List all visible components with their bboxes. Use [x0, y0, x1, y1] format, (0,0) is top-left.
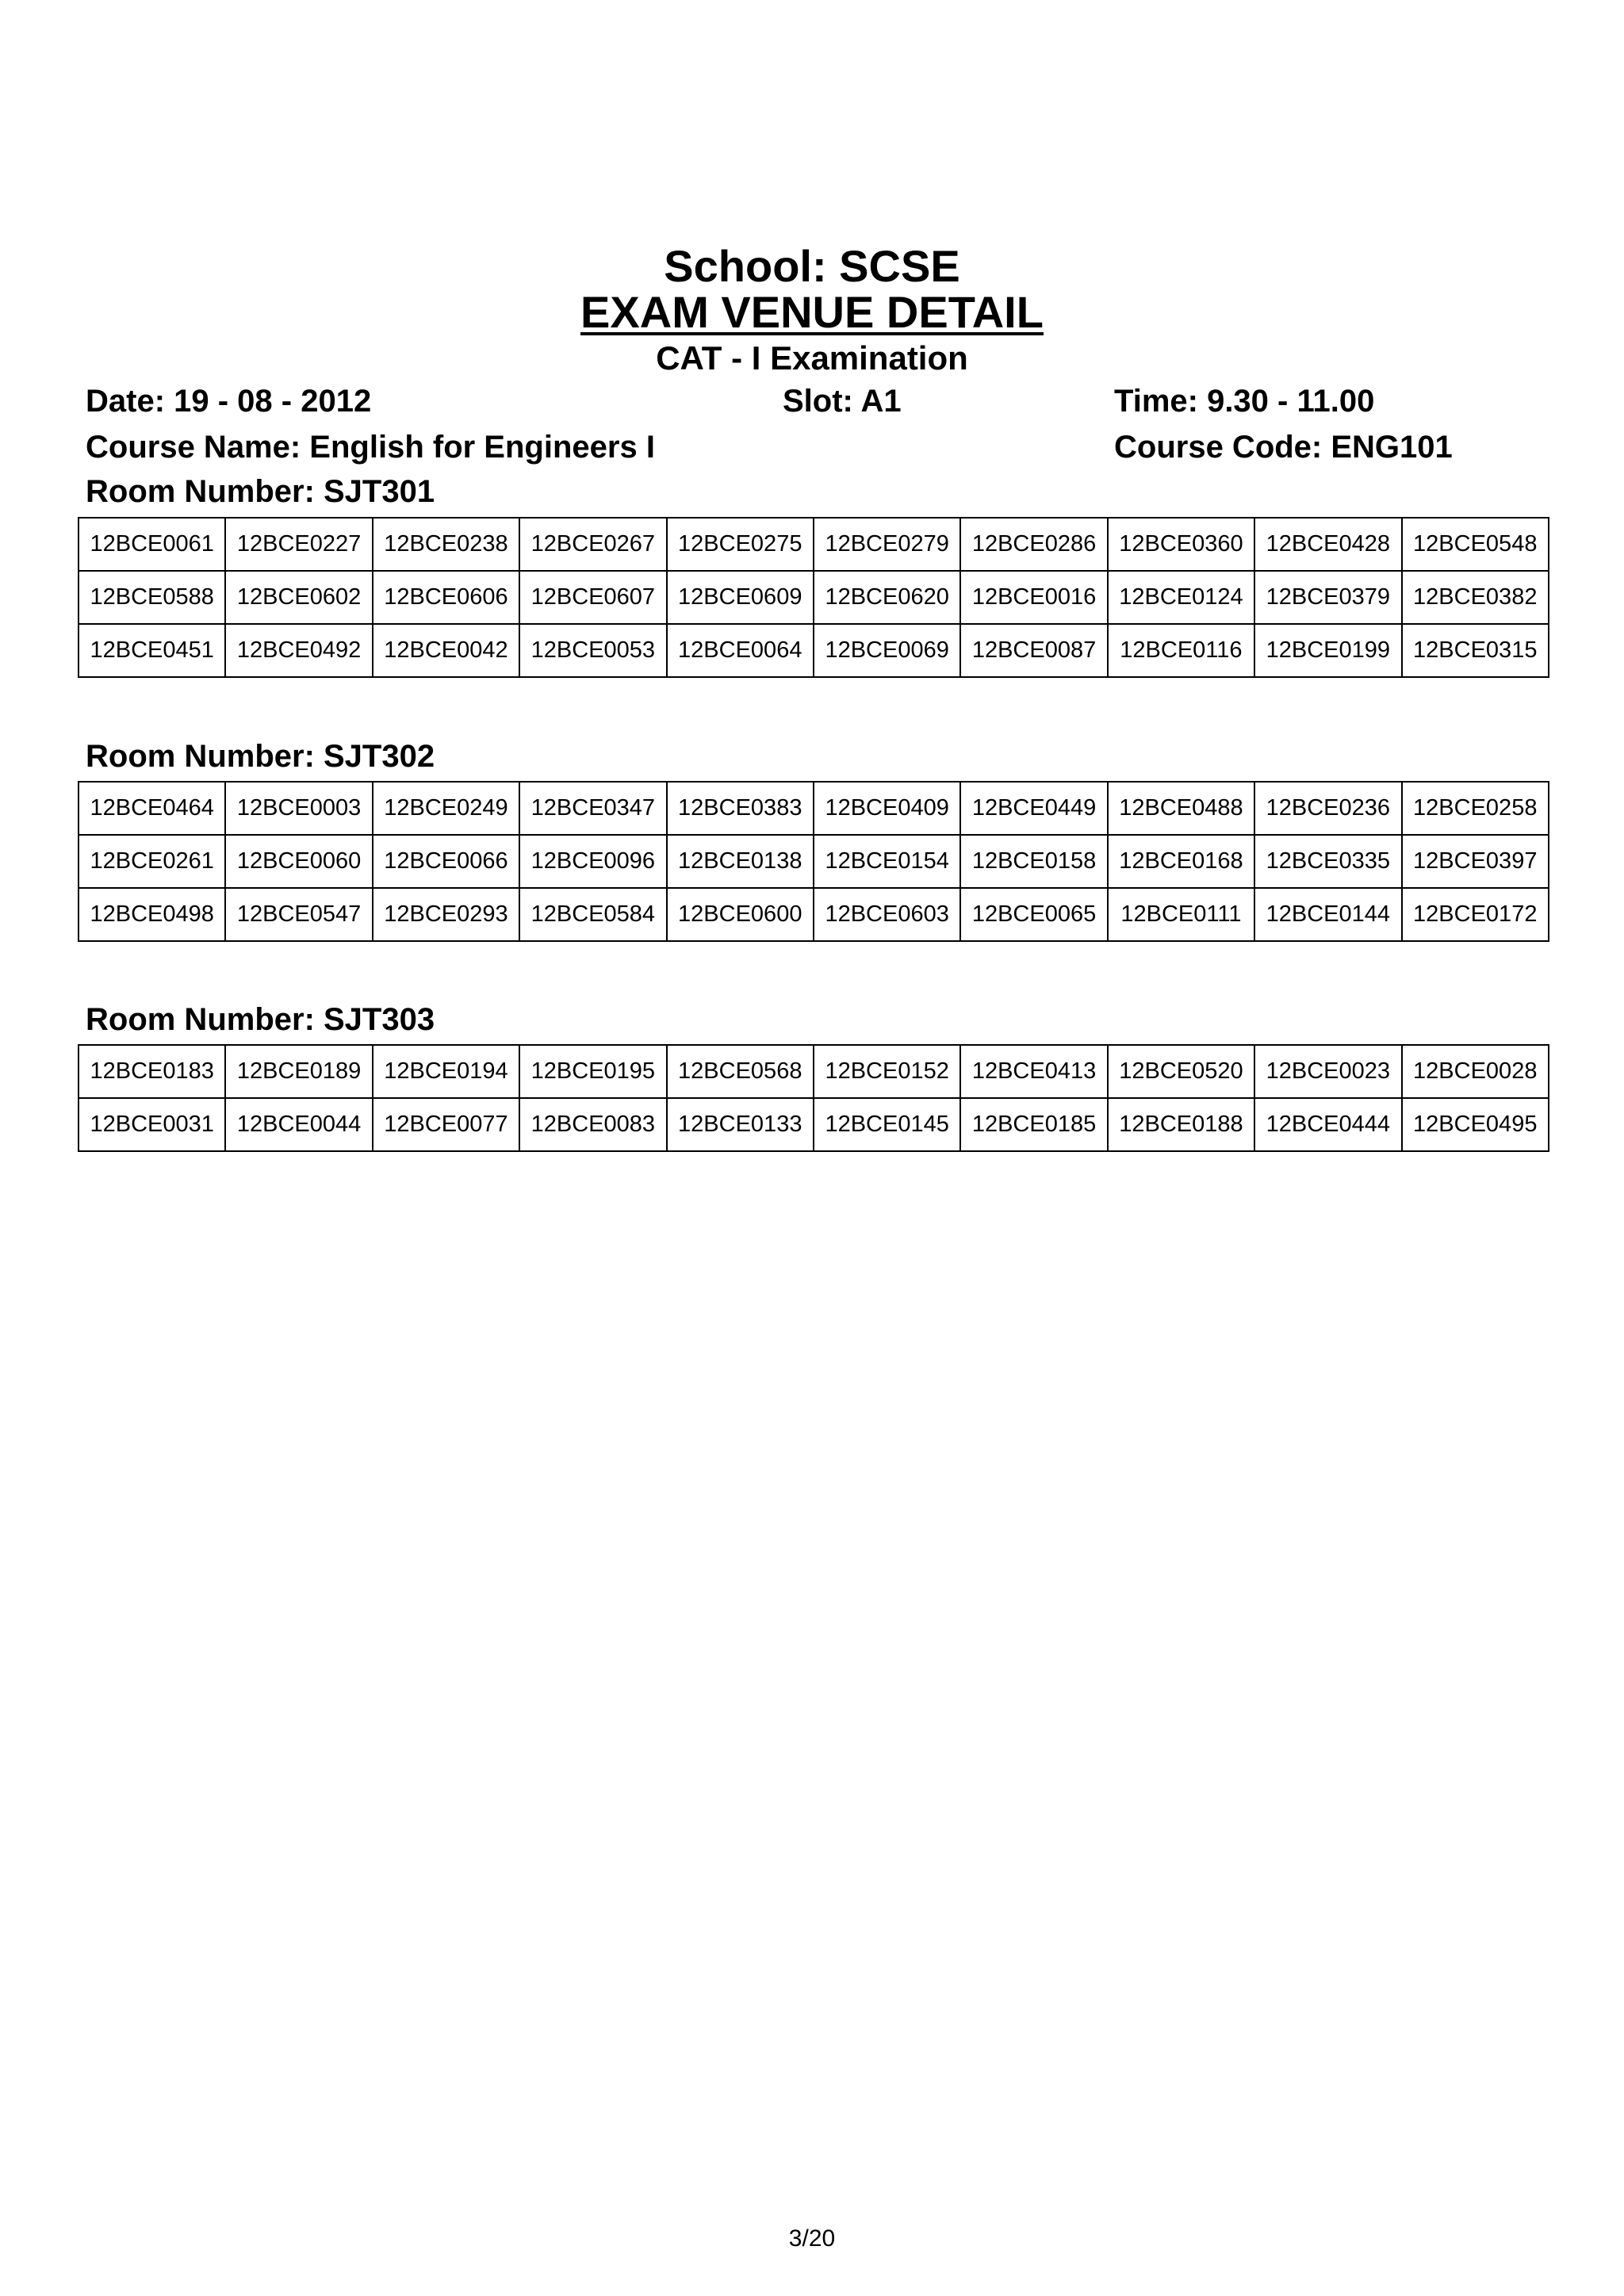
table-row — [79, 782, 1549, 835]
registration-number-cell: 12BCE0603 — [814, 888, 960, 941]
registration-number-cell: 12BCE0189 — [225, 1045, 372, 1098]
exam-name: CAT - I Examination — [656, 339, 968, 377]
registration-number-cell: 12BCE0267 — [519, 518, 666, 571]
registration-number-cell: 12BCE0444 — [1254, 1098, 1401, 1151]
registration-number-cell: 12BCE0413 — [960, 1045, 1107, 1098]
registration-number-cell: 12BCE0154 — [814, 835, 960, 888]
registration-number-cell: 12BCE0060 — [225, 835, 372, 888]
registration-number-cell: 12BCE0293 — [373, 888, 519, 941]
registration-number-cell: 12BCE0609 — [667, 571, 814, 624]
registration-number-cell: 12BCE0449 — [960, 782, 1107, 835]
registration-number-cell: 12BCE0061 — [79, 518, 225, 571]
registration-number-cell: 12BCE0096 — [519, 835, 666, 888]
registration-number-cell: 12BCE0133 — [667, 1098, 814, 1151]
table-row — [79, 1098, 1549, 1151]
registration-number-cell: 12BCE0607 — [519, 571, 666, 624]
registration-number-cell: 12BCE0547 — [225, 888, 372, 941]
registration-number-cell: 12BCE0347 — [519, 782, 666, 835]
registration-number-cell: 12BCE0249 — [373, 782, 519, 835]
registration-number-cell: 12BCE0584 — [519, 888, 666, 941]
school-heading: School: SCSE — [664, 241, 960, 291]
registration-number-cell: 12BCE0069 — [814, 624, 960, 677]
registration-number-cell: 12BCE0195 — [519, 1045, 666, 1098]
registration-number-cell: 12BCE0116 — [1108, 624, 1254, 677]
room-register-table — [78, 781, 1549, 942]
registration-number-cell: 12BCE0397 — [1402, 835, 1549, 888]
registration-number-cell: 12BCE0168 — [1108, 835, 1254, 888]
exam-date: Date: 19 - 08 - 2012 — [86, 384, 372, 419]
room-heading: Room Number: SJT301 — [86, 474, 435, 509]
registration-number-cell: 12BCE0144 — [1254, 888, 1401, 941]
registration-number-cell: 12BCE0238 — [373, 518, 519, 571]
registration-number-cell: 12BCE0003 — [225, 782, 372, 835]
registration-number-cell: 12BCE0124 — [1108, 571, 1254, 624]
registration-number-cell: 12BCE0023 — [1254, 1045, 1401, 1098]
registration-number-cell: 12BCE0275 — [667, 518, 814, 571]
registration-number-cell: 12BCE0606 — [373, 571, 519, 624]
registration-number-cell: 12BCE0194 — [373, 1045, 519, 1098]
registration-number-cell: 12BCE0087 — [960, 624, 1107, 677]
registration-number-cell: 12BCE0382 — [1402, 571, 1549, 624]
registration-number-cell: 12BCE0172 — [1402, 888, 1549, 941]
table-row — [79, 888, 1549, 941]
table-row — [79, 1045, 1549, 1098]
room-register-table — [78, 1044, 1549, 1152]
registration-number-cell: 12BCE0495 — [1402, 1098, 1549, 1151]
registration-number-cell: 12BCE0258 — [1402, 782, 1549, 835]
exam-slot: Slot: A1 — [783, 384, 902, 419]
document-title: EXAM VENUE DETAIL — [580, 287, 1044, 337]
registration-number-cell: 12BCE0428 — [1254, 518, 1401, 571]
registration-number-cell: 12BCE0066 — [373, 835, 519, 888]
registration-number-cell: 12BCE0286 — [960, 518, 1107, 571]
registration-number-cell: 12BCE0620 — [814, 571, 960, 624]
registration-number-cell: 12BCE0568 — [667, 1045, 814, 1098]
room-heading: Room Number: SJT303 — [86, 1002, 435, 1037]
registration-number-cell: 12BCE0600 — [667, 888, 814, 941]
registration-number-cell: 12BCE0383 — [667, 782, 814, 835]
registration-number-cell: 12BCE0188 — [1108, 1098, 1254, 1151]
registration-number-cell: 12BCE0031 — [79, 1098, 225, 1151]
registration-number-cell: 12BCE0064 — [667, 624, 814, 677]
table-row — [79, 835, 1549, 888]
registration-number-cell: 12BCE0083 — [519, 1098, 666, 1151]
page-number: 3/20 — [788, 2225, 836, 2252]
registration-number-cell: 12BCE0158 — [960, 835, 1107, 888]
registration-number-cell: 12BCE0360 — [1108, 518, 1254, 571]
registration-number-cell: 12BCE0077 — [373, 1098, 519, 1151]
registration-number-cell: 12BCE0335 — [1254, 835, 1401, 888]
registration-number-cell: 12BCE0279 — [814, 518, 960, 571]
registration-number-cell: 12BCE0042 — [373, 624, 519, 677]
registration-number-cell: 12BCE0588 — [79, 571, 225, 624]
registration-number-cell: 12BCE0488 — [1108, 782, 1254, 835]
registration-number-cell: 12BCE0261 — [79, 835, 225, 888]
registration-number-cell: 12BCE0464 — [79, 782, 225, 835]
course-code: Course Code: ENG101 — [1114, 430, 1453, 465]
registration-number-cell: 12BCE0199 — [1254, 624, 1401, 677]
registration-number-cell: 12BCE0138 — [667, 835, 814, 888]
table-row — [79, 624, 1549, 677]
registration-number-cell: 12BCE0498 — [79, 888, 225, 941]
registration-number-cell: 12BCE0053 — [519, 624, 666, 677]
registration-number-cell: 12BCE0409 — [814, 782, 960, 835]
registration-number-cell: 12BCE0236 — [1254, 782, 1401, 835]
registration-number-cell: 12BCE0227 — [225, 518, 372, 571]
registration-number-cell: 12BCE0520 — [1108, 1045, 1254, 1098]
registration-number-cell: 12BCE0548 — [1402, 518, 1549, 571]
registration-number-cell: 12BCE0451 — [79, 624, 225, 677]
registration-number-cell: 12BCE0183 — [79, 1045, 225, 1098]
registration-number-cell: 12BCE0185 — [960, 1098, 1107, 1151]
registration-number-cell: 12BCE0028 — [1402, 1045, 1549, 1098]
course-name: Course Name: English for Engineers I — [86, 430, 655, 465]
registration-number-cell: 12BCE0111 — [1108, 888, 1254, 941]
table-row — [79, 518, 1549, 571]
registration-number-cell: 12BCE0065 — [960, 888, 1107, 941]
registration-number-cell: 12BCE0315 — [1402, 624, 1549, 677]
registration-number-cell: 12BCE0602 — [225, 571, 372, 624]
registration-number-cell: 12BCE0379 — [1254, 571, 1401, 624]
room-heading: Room Number: SJT302 — [86, 739, 435, 774]
exam-time: Time: 9.30 - 11.00 — [1114, 384, 1375, 419]
registration-number-cell: 12BCE0145 — [814, 1098, 960, 1151]
room-register-table — [78, 517, 1549, 678]
table-row — [79, 571, 1549, 624]
registration-number-cell: 12BCE0492 — [225, 624, 372, 677]
registration-number-cell: 12BCE0016 — [960, 571, 1107, 624]
registration-number-cell: 12BCE0152 — [814, 1045, 960, 1098]
registration-number-cell: 12BCE0044 — [225, 1098, 372, 1151]
